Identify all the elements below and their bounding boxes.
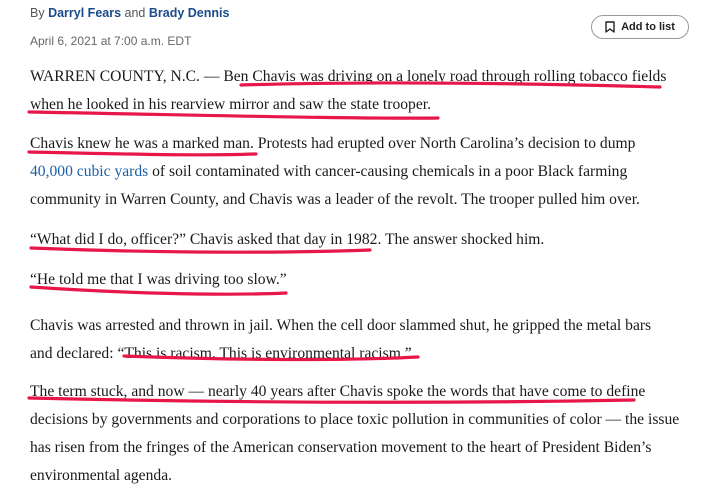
paragraph-4 <box>30 266 710 294</box>
p4-quote: “He told me that I was driving too slow.” <box>30 271 287 288</box>
bookmark-icon <box>605 21 615 33</box>
author-link-2[interactable]: Brady Dennis <box>148 6 230 20</box>
byline-conjunction: and <box>124 6 146 20</box>
byline-prefix: By <box>30 6 45 20</box>
paragraph-3 <box>30 226 710 254</box>
add-to-list-label: Add to list <box>621 21 675 33</box>
p5-line-1: Chavis was arrested and thrown in jail. When the cell door slammed shut, he gripped the metal bars <box>30 317 652 334</box>
paragraph-2 <box>30 130 710 214</box>
byline <box>30 6 229 20</box>
p2-text-2: of soil contaminated with cancer-causing chemicals in a poor Black farming <box>148 163 628 180</box>
author-link-1[interactable]: Darryl Fears <box>48 6 122 20</box>
paragraph-5 <box>30 312 710 368</box>
p3-highlight: “What did I do, officer?” Chavis asked that day in 1982 <box>30 231 378 248</box>
cubic-yards-link[interactable]: 40,000 cubic yards <box>30 163 149 180</box>
paragraph-1 <box>30 63 710 119</box>
add-to-list-button[interactable] <box>591 15 689 39</box>
publish-date: April 6, 2021 at 7:00 a.m. EDT <box>30 34 192 48</box>
paragraph-6 <box>30 378 710 490</box>
p1-highlight-1: Ben Chavis was driving on a lonely road through rolling tobacco fields <box>223 68 667 85</box>
p6-line-1: The term stuck, and now — nearly 40 years after Chavis spoke the words that have come to define <box>30 383 646 400</box>
p1-dateline-text: WARREN COUNTY, N.C. — <box>30 68 224 85</box>
p5-highlight: “This is racism. This is environmental racism.” <box>117 345 412 362</box>
p5-text: and declared: <box>30 345 118 362</box>
p2-highlight: Chavis knew he was a marked man <box>30 135 250 152</box>
p6-line-3: has risen from the fringes of the American conservation movement to the heart of President Biden’s <box>30 439 652 456</box>
p3-text: . The answer shocked him. <box>377 231 545 248</box>
p6-line-4: environmental agenda. <box>30 467 173 484</box>
p2-line-3: community in Warren County, and Chavis was a leader of the revolt. The trooper pulled him over. <box>30 191 640 208</box>
p1-line-2: when he looked in his rearview mirror and saw the state trooper. <box>30 96 431 113</box>
p2-text-1: . Protests had erupted over North Carolina’s decision to dump <box>249 135 636 152</box>
p6-line-2: decisions by governments and corporations to place toxic pollution in communities of color — the issue <box>30 411 680 428</box>
